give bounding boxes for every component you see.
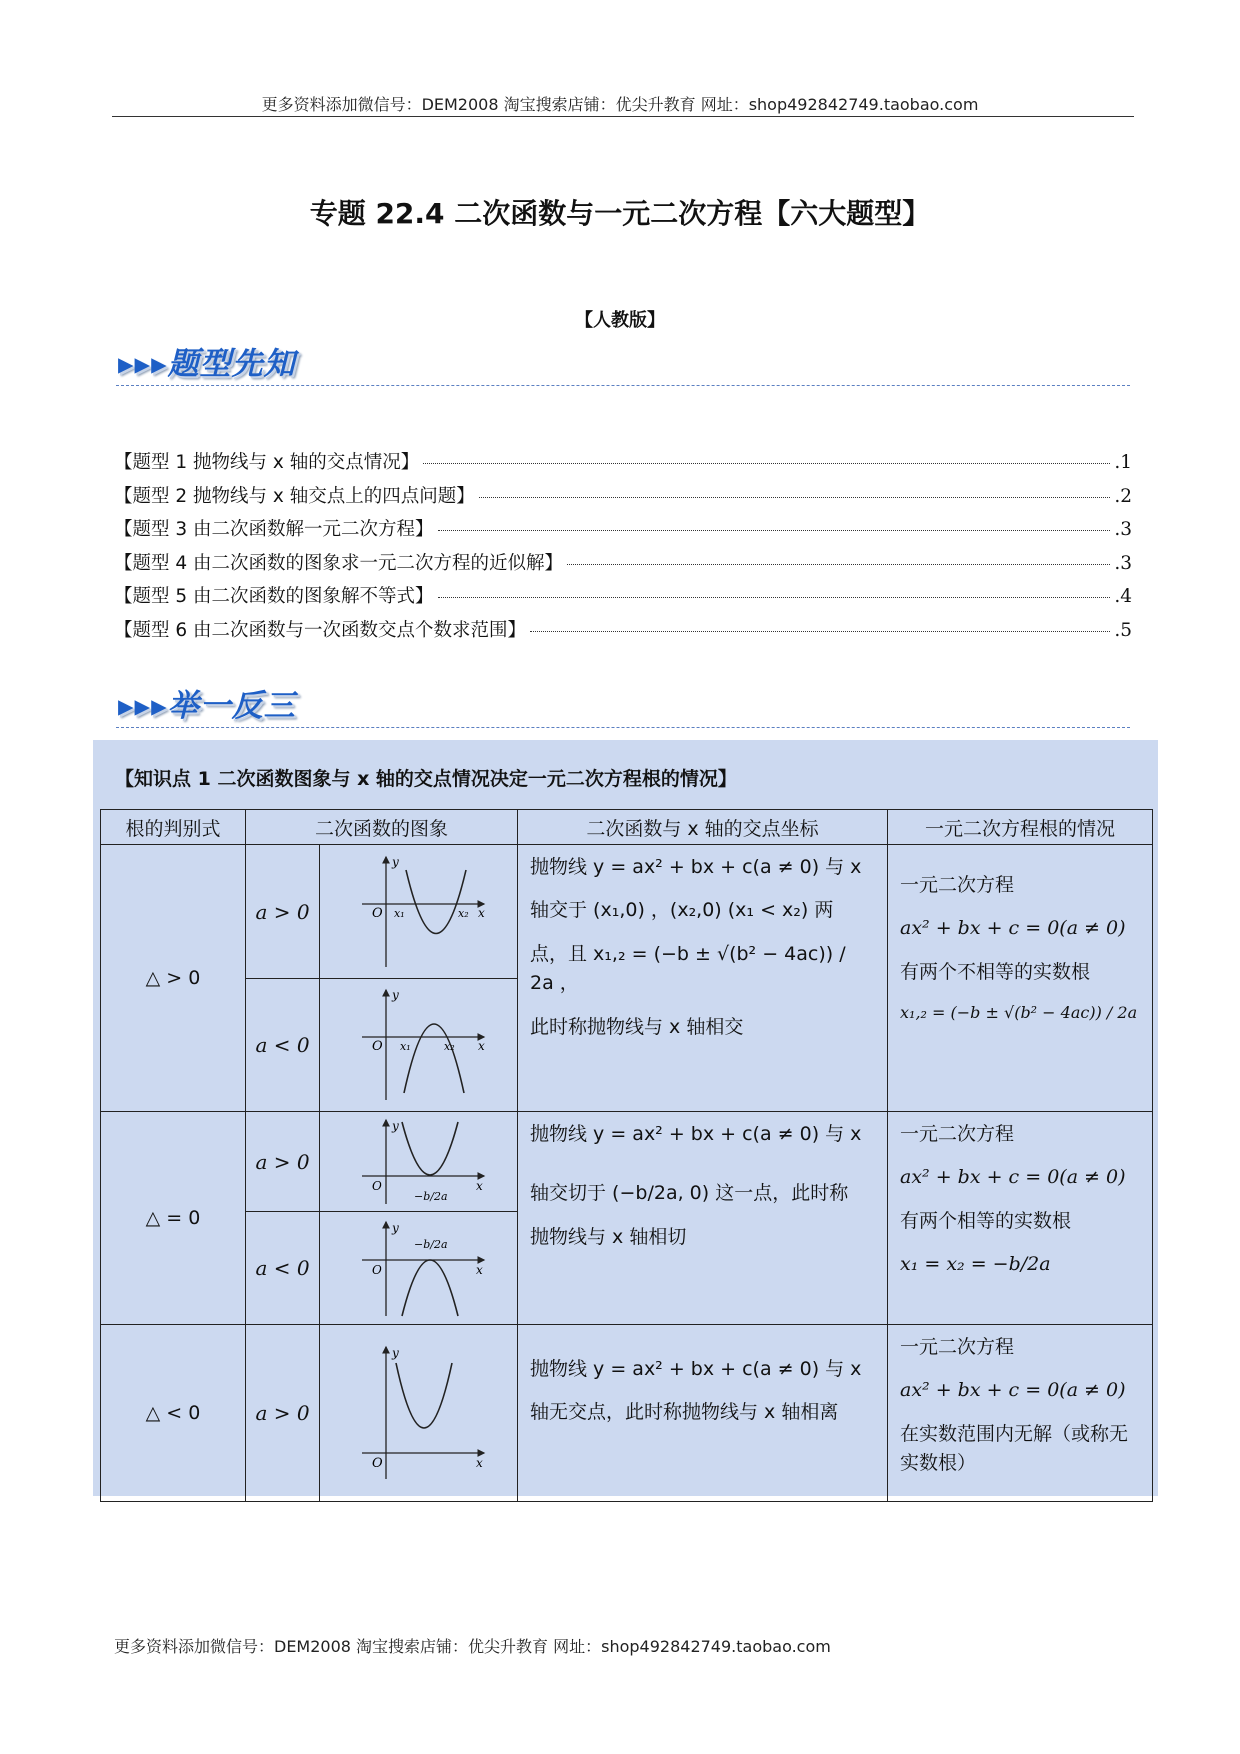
line: 轴无交点，此时称抛物线与 x 轴相离 bbox=[530, 1401, 839, 1424]
edition-label: 【人教版】 bbox=[575, 310, 665, 331]
svg-text:x: x bbox=[475, 1455, 483, 1470]
header-intersection: 二次函数与 x 轴的交点坐标 bbox=[518, 810, 888, 845]
line: 一元二次方程 bbox=[900, 1336, 1015, 1358]
line: 一元二次方程 bbox=[900, 874, 1015, 896]
roots-cell bbox=[888, 1112, 1153, 1325]
graph-cell bbox=[320, 979, 518, 1112]
svg-text:x: x bbox=[475, 1178, 483, 1193]
svg-text:y: y bbox=[391, 854, 399, 869]
graph-cell bbox=[320, 1212, 518, 1325]
toc-entry[interactable]: 【题型 6 由二次函数与一次函数交点个数求范围】 .5 bbox=[114, 619, 1132, 641]
svg-text:O: O bbox=[371, 1263, 382, 1277]
line: x₁ = x₂ = −b/2a bbox=[900, 1253, 1051, 1276]
knowledge-title: 【知识点 1 二次函数图象与 x 轴的交点情况决定一元二次方程根的情况】 bbox=[115, 768, 737, 790]
toc-entry[interactable]: 【题型 4 由二次函数的图象求一元二次方程的近似解】 .3 bbox=[114, 552, 1132, 574]
header-roots: 一元二次方程根的情况 bbox=[888, 810, 1153, 845]
page-footer: 更多资料添加微信号：DEM2008 淘宝搜索店铺：优尖升教育 网址：shop492842749.taobao.com bbox=[114, 1637, 831, 1656]
svg-text:x: x bbox=[477, 905, 485, 920]
line: 在实数范围内无解（或称无实数根） bbox=[900, 1422, 1129, 1475]
discriminant-cell: △ < 0 bbox=[101, 1325, 246, 1502]
table-row bbox=[101, 1112, 1153, 1212]
a-sign-cell: a < 0 bbox=[246, 1212, 320, 1325]
svg-text:−b/2a: −b/2a bbox=[413, 1238, 448, 1251]
svg-text:x₂: x₂ bbox=[443, 1040, 455, 1053]
header-divider bbox=[112, 116, 1134, 117]
svg-text:x: x bbox=[477, 1039, 485, 1053]
line: ax² + bx + c = 0(a ≠ 0) bbox=[900, 917, 1126, 940]
svg-text:x₁: x₁ bbox=[399, 1040, 411, 1053]
svg-text:y: y bbox=[391, 1221, 399, 1235]
line: ax² + bx + c = 0(a ≠ 0) bbox=[900, 1379, 1126, 1402]
header-graph: 二次函数的图象 bbox=[246, 810, 518, 845]
page-header: 更多资料添加微信号：DEM2008 淘宝搜索店铺：优尖升教育 网址：shop492842749.taobao.com bbox=[261, 95, 979, 114]
line: 轴交切于 (−b/2a, 0) 这一点，此时称 bbox=[530, 1182, 849, 1205]
toc-entry[interactable]: 【题型 1 抛物线与 x 轴的交点情况】 .1 bbox=[114, 452, 1132, 473]
line: x₁,₂ = (−b ± √(b² − 4ac)) / 2a bbox=[900, 1003, 1138, 1023]
line: 有两个相等的实数根 bbox=[900, 1209, 1072, 1232]
a-sign-cell: a > 0 bbox=[246, 1325, 320, 1502]
svg-text:y: y bbox=[391, 988, 399, 1002]
parabola-no-roots-graph bbox=[344, 1343, 494, 1483]
banner-question-types: ▸▸▸题型先知 bbox=[118, 346, 296, 382]
svg-text:y: y bbox=[391, 1118, 399, 1133]
svg-text:x₁: x₁ bbox=[393, 906, 405, 920]
svg-text:O: O bbox=[371, 1178, 382, 1193]
parabola-two-roots-up-graph bbox=[344, 852, 494, 972]
svg-text:x₂: x₂ bbox=[457, 906, 469, 920]
svg-text:O: O bbox=[371, 1455, 383, 1471]
banner-divider bbox=[116, 385, 1130, 386]
a-sign-cell: a > 0 bbox=[246, 845, 320, 979]
svg-text:−b/2a: −b/2a bbox=[413, 1189, 448, 1203]
svg-text:y: y bbox=[391, 1345, 399, 1360]
graph-cell bbox=[320, 1325, 518, 1502]
line: 一元二次方程 bbox=[900, 1123, 1015, 1145]
line: 有两个不相等的实数根 bbox=[900, 960, 1091, 983]
table-row bbox=[101, 845, 1153, 979]
intersection-cell bbox=[518, 1325, 888, 1502]
discriminant-cell: △ = 0 bbox=[101, 1112, 246, 1325]
svg-text:O: O bbox=[371, 905, 383, 921]
banner-examples: ▸▸▸举一反三 bbox=[118, 688, 296, 724]
banner-divider bbox=[116, 727, 1130, 728]
toc-entry[interactable]: 【题型 3 由二次函数解一元二次方程】 .3 bbox=[114, 519, 1132, 541]
line: ax² + bx + c = 0(a ≠ 0) bbox=[900, 1166, 1126, 1189]
graph-cell bbox=[320, 845, 518, 979]
table-of-contents bbox=[114, 448, 1132, 650]
svg-text:x: x bbox=[475, 1263, 483, 1277]
line: 抛物线与 x 轴相切 bbox=[530, 1225, 687, 1248]
graph-cell bbox=[320, 1112, 518, 1212]
table-header-row bbox=[101, 810, 1153, 845]
knowledge-table bbox=[100, 809, 1153, 1502]
svg-text:O: O bbox=[371, 1039, 383, 1054]
intersection-cell bbox=[518, 1112, 888, 1325]
intersection-cell bbox=[518, 845, 888, 1112]
roots-cell bbox=[888, 845, 1153, 1112]
document-title: 专题 22.4 二次函数与一元二次方程【六大题型】 bbox=[309, 197, 931, 230]
line: 轴交于 (x₁,0) ，(x₂,0) (x₁ < x₂) 两 bbox=[530, 899, 834, 922]
line: 抛物线 y = ax² + bx + c(a ≠ 0) 与 x bbox=[530, 856, 862, 878]
a-sign-cell: a > 0 bbox=[246, 1112, 320, 1212]
parabola-two-roots-down-graph bbox=[344, 985, 494, 1105]
header-discriminant: 根的判别式 bbox=[101, 810, 246, 845]
line: 此时称抛物线与 x 轴相交 bbox=[530, 1015, 744, 1038]
table-row bbox=[101, 1325, 1153, 1502]
parabola-tangent-up-graph bbox=[344, 1116, 494, 1208]
parabola-tangent-down-graph bbox=[344, 1218, 494, 1318]
a-sign-cell: a < 0 bbox=[246, 979, 320, 1112]
line: 抛物线 y = ax² + bx + c(a ≠ 0) 与 x bbox=[530, 1123, 862, 1145]
toc-entry[interactable]: 【题型 2 抛物线与 x 轴交点上的四点问题】 .2 bbox=[114, 485, 1132, 507]
line: 点，且 x₁,₂ = (−b ± √(b² − 4ac)) / 2a ， bbox=[530, 942, 846, 995]
line: 抛物线 y = ax² + bx + c(a ≠ 0) 与 x bbox=[530, 1358, 862, 1380]
roots-cell bbox=[888, 1325, 1153, 1502]
discriminant-cell: △ > 0 bbox=[101, 845, 246, 1112]
toc-entry[interactable]: 【题型 5 由二次函数的图象解不等式】 .4 bbox=[114, 586, 1132, 608]
